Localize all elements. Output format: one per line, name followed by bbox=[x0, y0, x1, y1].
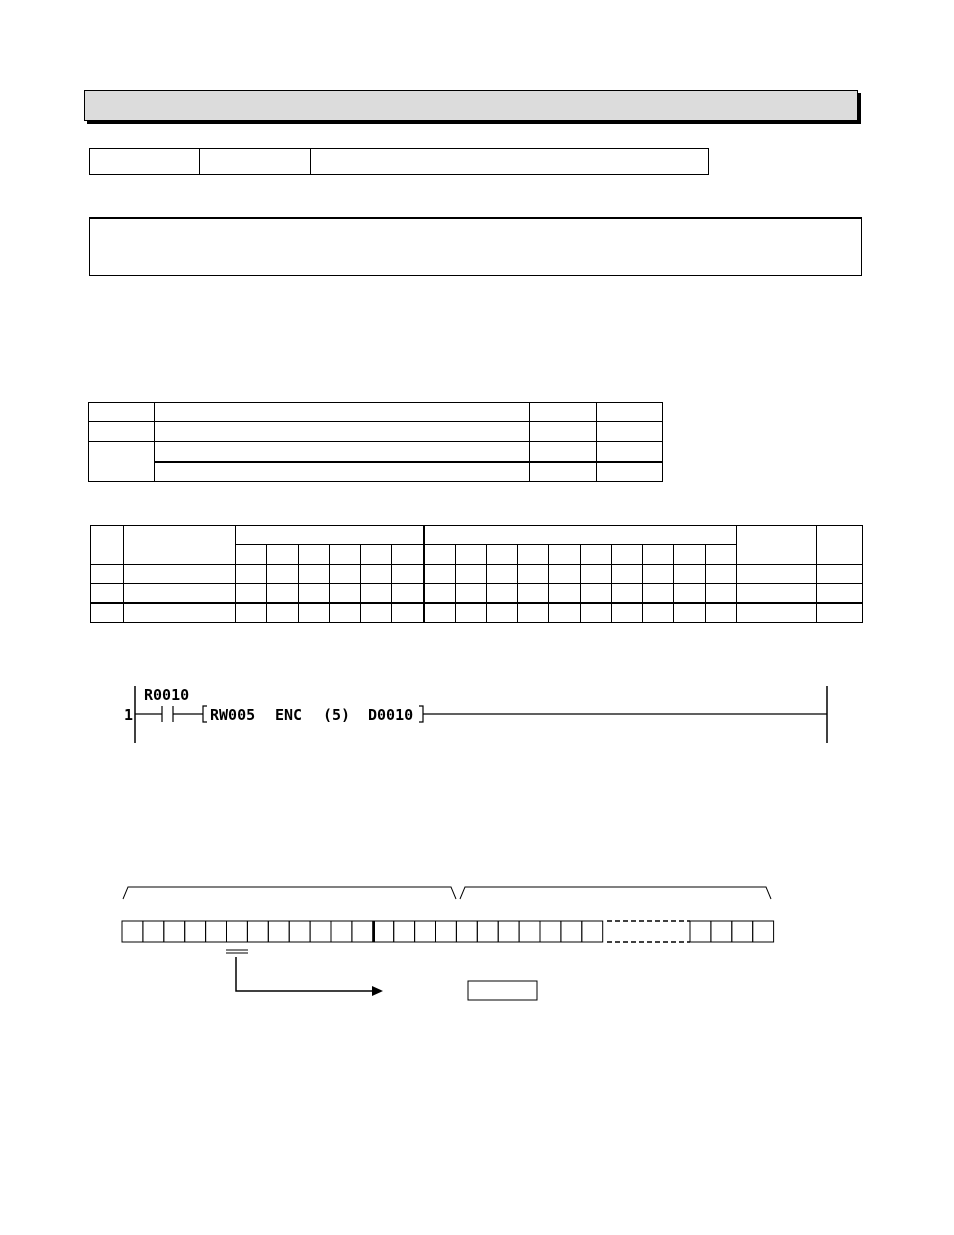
result-arrow bbox=[236, 957, 372, 991]
bit-cell bbox=[732, 921, 753, 942]
bit-cell bbox=[268, 921, 289, 942]
bit-cell bbox=[164, 921, 185, 942]
bit-cell bbox=[561, 921, 582, 942]
bit-cell bbox=[247, 921, 268, 942]
bit-cell bbox=[143, 921, 164, 942]
bit-cell bbox=[582, 921, 603, 942]
destination-register: D0010 bbox=[368, 706, 414, 724]
bit-cell bbox=[690, 921, 711, 942]
instruction-parameter: (5) bbox=[323, 706, 351, 724]
bit-cell bbox=[227, 921, 248, 942]
bit-cell bbox=[436, 921, 457, 942]
bit-cell bbox=[373, 921, 394, 942]
contact-address: R0010 bbox=[144, 686, 190, 704]
source-register: RW005 bbox=[210, 706, 256, 724]
bit-cell bbox=[519, 921, 540, 942]
instruction-mnemonic: ENC bbox=[275, 706, 303, 724]
bit-cell bbox=[185, 921, 206, 942]
bit-cell bbox=[310, 921, 331, 942]
bit-cells bbox=[122, 921, 774, 942]
bit-cell bbox=[456, 921, 477, 942]
bit-cell bbox=[289, 921, 310, 942]
rung-number: 1 bbox=[124, 706, 134, 724]
bit-cell bbox=[753, 921, 774, 942]
bit-cell bbox=[331, 921, 352, 942]
bit-cell bbox=[206, 921, 227, 942]
result-box bbox=[468, 981, 537, 1000]
bit-cell bbox=[711, 921, 732, 942]
bit-cell bbox=[540, 921, 561, 942]
bit-cell bbox=[352, 921, 373, 942]
bit-cell bbox=[394, 921, 415, 942]
bit-cell bbox=[477, 921, 498, 942]
bit-cell bbox=[122, 921, 143, 942]
bit-cell bbox=[415, 921, 436, 942]
bit-cell bbox=[498, 921, 519, 942]
